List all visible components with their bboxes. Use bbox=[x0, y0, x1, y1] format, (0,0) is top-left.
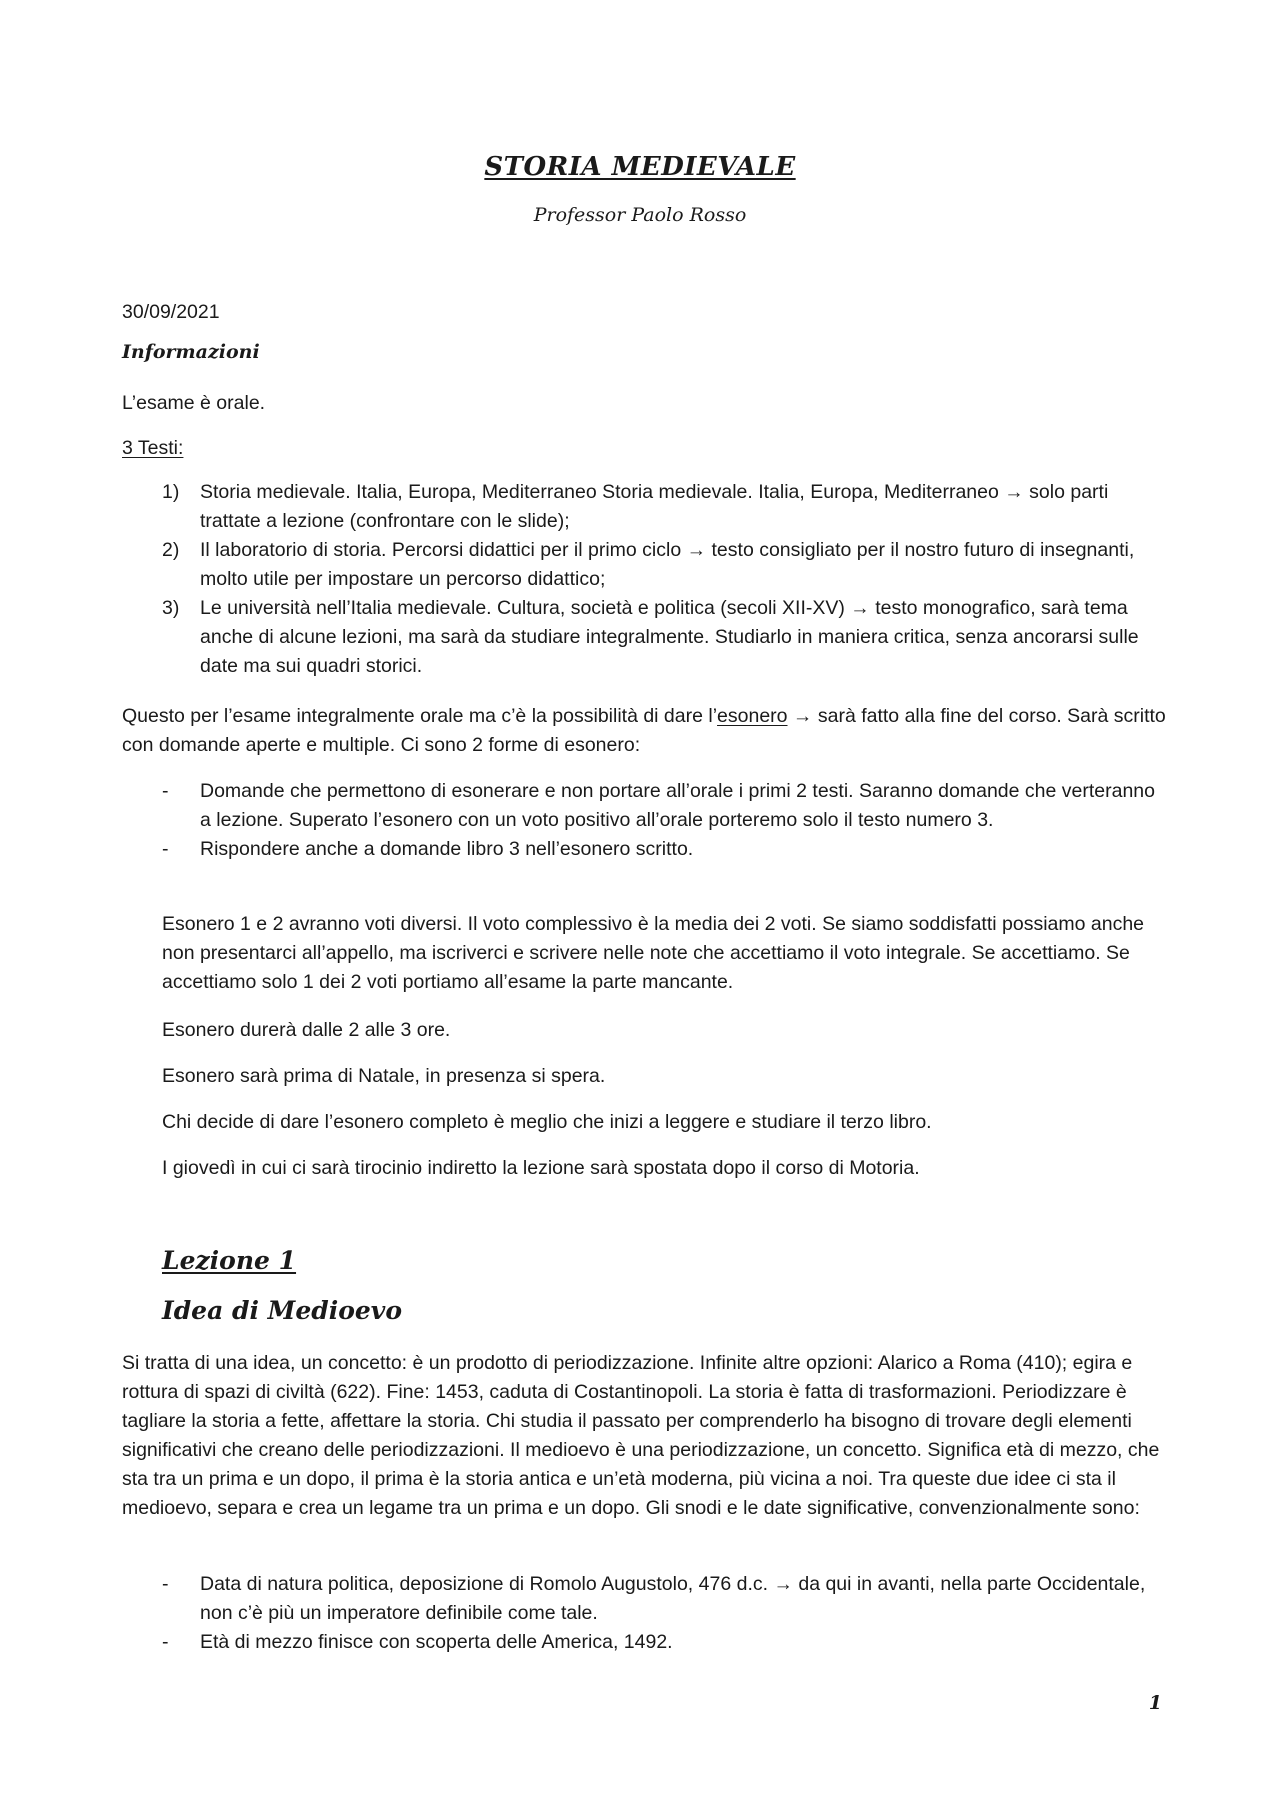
list-item-text: Data di natura politica, deposizione di Romolo Augustolo, 476 d.c. → da qui in avanti, nella parte Occidentale, non c’è più un imperatore definibile come tale. bbox=[200, 1573, 1146, 1624]
list-item bbox=[122, 835, 1167, 864]
lesson-number-heading: Lezione 1 bbox=[162, 1246, 297, 1275]
list-marker: - bbox=[162, 780, 169, 802]
list-item-text: Rispondere anche a domande libro 3 nell’esonero scritto. bbox=[200, 838, 694, 860]
texts-label: 3 Testi: bbox=[122, 437, 184, 459]
list-item bbox=[122, 536, 1167, 594]
list-item bbox=[122, 478, 1167, 536]
list-item bbox=[122, 594, 1167, 681]
list-marker: 1) bbox=[162, 481, 180, 503]
list-item bbox=[122, 1570, 1167, 1628]
exam-note: L’esame è orale. bbox=[122, 392, 266, 414]
list-marker: - bbox=[162, 1631, 169, 1653]
esonero-note-natale: Esonero sarà prima di Natale, in presenza si spera. bbox=[162, 1065, 606, 1087]
esonero-note-terzo-libro: Chi decide di dare l’esonero completo è meglio che inizi a leggere e studiare il terzo libro. bbox=[162, 1111, 932, 1133]
list-marker: - bbox=[162, 838, 169, 860]
esonero-note-durata: Esonero durerà dalle 2 alle 3 ore. bbox=[162, 1019, 451, 1041]
list-item bbox=[122, 777, 1167, 835]
list-marker: 3) bbox=[162, 597, 180, 619]
lesson-dates-list bbox=[122, 1570, 1167, 1657]
esonero-list bbox=[122, 777, 1167, 864]
list-item-text: Storia medievale. Italia, Europa, Mediterraneo Storia medievale. Italia, Europa, Mediterraneo → solo parti trattate a lezione (confrontare con le slide); bbox=[200, 481, 1109, 532]
esonero-note-voti: Esonero 1 e 2 avranno voti diversi. Il voto complessivo è la media dei 2 voti. Se siamo soddisfatti possiamo anche non presentarci all’appello, ma iscriverci e scrivere nelle note che accettiamo il voto integrale. Se accettiamo. Se accettiamo solo 1 dei 2 voti portiamo all’esame la parte mancante. bbox=[162, 913, 1145, 993]
list-item-text: Età di mezzo finisce con scoperta delle America, 1492. bbox=[200, 1631, 673, 1653]
lecture-date: 30/09/2021 bbox=[122, 301, 220, 323]
esonero-intro-paragraph bbox=[122, 702, 1167, 760]
esonero-note-giovedi: I giovedì in cui ci sarà tirocinio indiretto la lezione sarà spostata dopo il corso di Motoria. bbox=[162, 1157, 920, 1179]
texts-list bbox=[122, 478, 1167, 681]
list-marker: - bbox=[162, 1573, 169, 1595]
esonero-term: esonero bbox=[717, 705, 788, 727]
list-item-text: Domande che permettono di esonerare e non portare all’orale i primi 2 testi. Saranno domande che verteranno a lezione. Superato l’esonero con un voto positivo all’orale porteremo solo il testo numero 3. bbox=[200, 780, 1155, 831]
list-item-text: Le università nell’Italia medievale. Cultura, società e politica (secoli XII-XV) → testo monografico, sarà tema anche di alcune lezioni, ma sarà da studiare integralmente. Studiarlo in maniera critica, senza ancorarsi sulle date ma sui quadri storici. bbox=[200, 597, 1139, 677]
list-item bbox=[122, 1628, 1167, 1657]
esonero-intro-after: → sarà fatto alla fine del corso. Sarà scritto con domande aperte e multiple. Ci sono 2 forme di esonero: bbox=[122, 705, 1166, 756]
document-title: STORIA MEDIEVALE bbox=[484, 152, 796, 182]
section-label-informazioni: Informazioni bbox=[122, 341, 260, 363]
page-number: 1 bbox=[1148, 1692, 1162, 1714]
esonero-intro-before: Questo per l’esame integralmente orale ma c’è la possibilità di dare l’ bbox=[122, 705, 718, 727]
lesson-topic-heading: Idea di Medioevo bbox=[162, 1296, 403, 1325]
list-item-text: Il laboratorio di storia. Percorsi didattici per il primo ciclo → testo consigliato per il nostro futuro di insegnanti, molto utile per impostare un percorso didattico; bbox=[200, 539, 1135, 590]
lesson-paragraph: Si tratta di una idea, un concetto: è un prodotto di periodizzazione. Infinite altre opzioni: Alarico a Roma (410); egira e rottura di spazi di civiltà (622). Fine: 1453, caduta di Costantinopoli. La storia è fatta di trasformazioni. Periodizzare è tagliare la storia a fette, affettare la storia. Chi studia il passato per comprenderlo ha bisogno di trovare degli elementi significativi che creano delle periodizzazioni. Il medioevo è una periodizzazione, un concetto. Significa età di mezzo, che sta tra un prima e un dopo, il prima è la storia antica e un’età moderna, più vicina a noi. Tra queste due idee ci sta il medioevo, separa e crea un legame tra un prima e un dopo. Gli snodi e le date significative, convenzionalmente sono: bbox=[122, 1352, 1160, 1519]
document-subtitle: Professor Paolo Rosso bbox=[533, 204, 747, 226]
list-marker: 2) bbox=[162, 539, 180, 561]
